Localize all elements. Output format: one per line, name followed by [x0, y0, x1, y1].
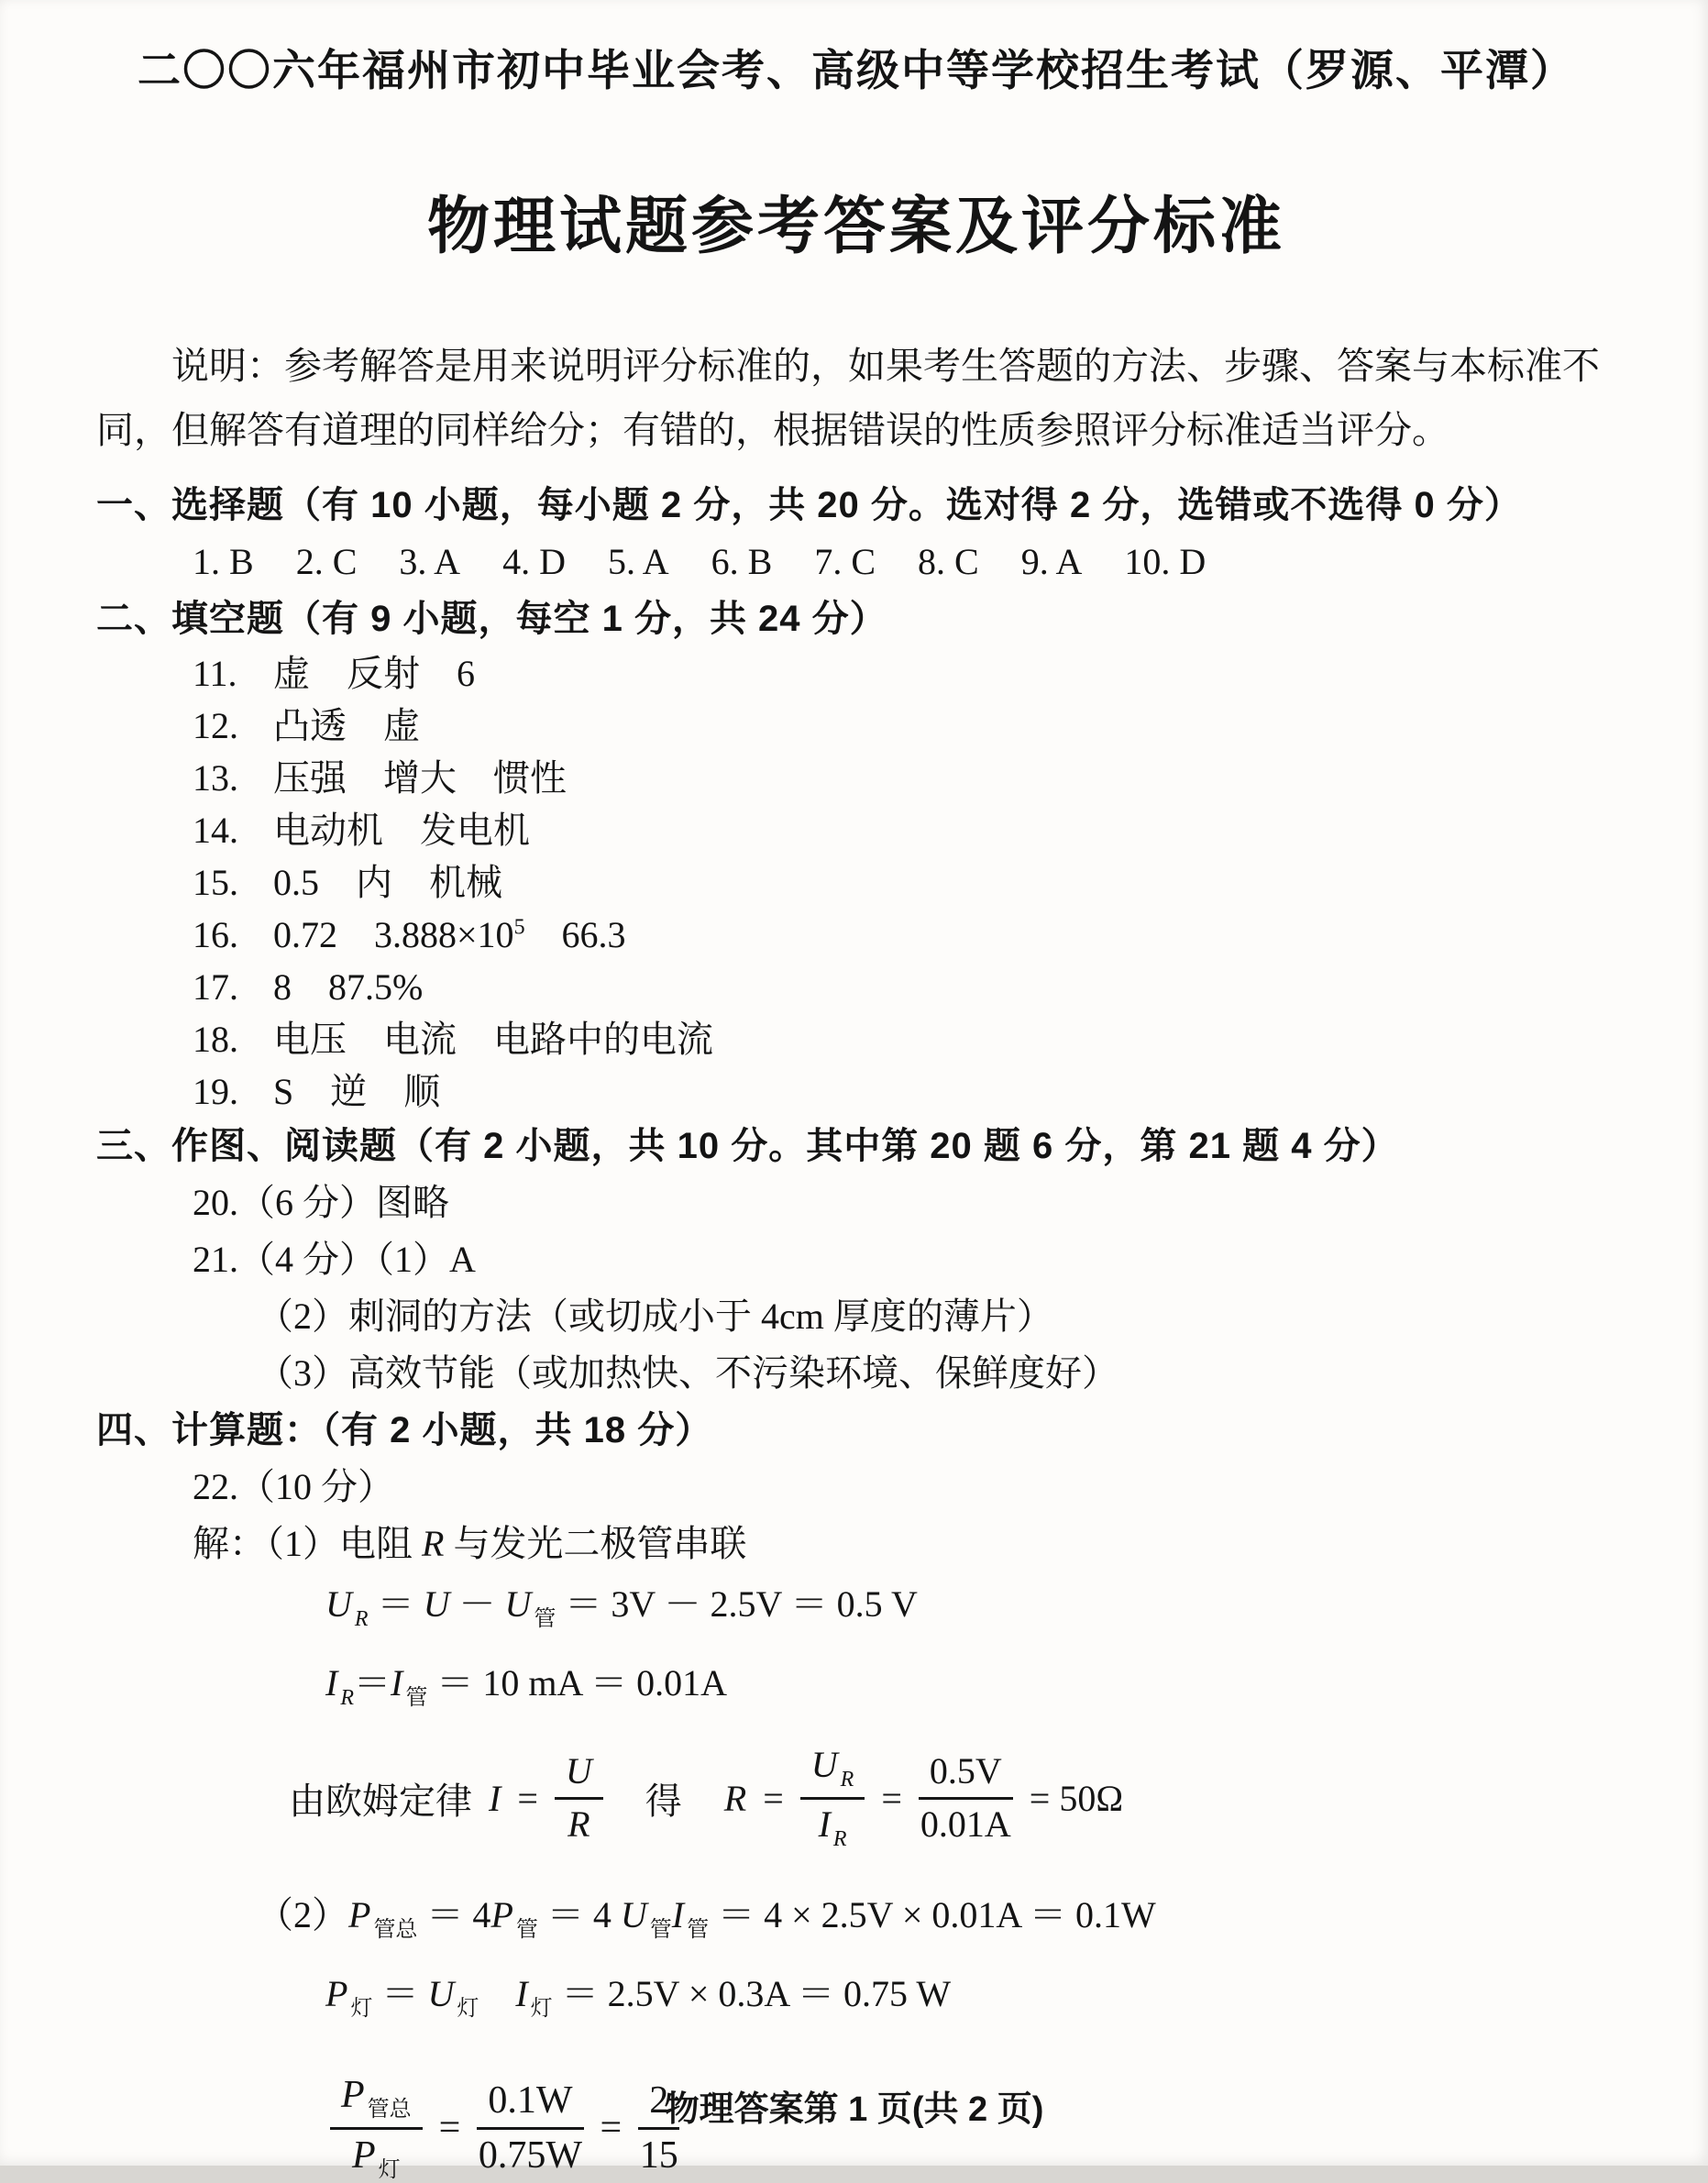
fraction-numerator: U	[555, 1751, 603, 1800]
note-line-1: 说明：参考解答是用来说明评分标准的，如果考生答题的方法、步骤、答案与本标准不	[171, 345, 1600, 387]
operator: ＝ 4	[546, 1893, 621, 1935]
item-22: 22.（10 分）	[193, 1466, 394, 1507]
operator: ＝	[368, 1583, 424, 1625]
item-21-sub-3: （3）高效节能（或加热快、不污染环境、保鲜度好）	[257, 1352, 1118, 1394]
fill-item-number: 11.	[193, 653, 237, 694]
fraction-denominator: R	[567, 1803, 590, 1845]
var-p: P	[352, 2133, 376, 2177]
derive-label: 得	[645, 1780, 682, 1822]
fraction-denominator	[352, 2130, 401, 2183]
sub-r: R	[832, 1826, 847, 1851]
fraction-numerator: 0.1W	[477, 2079, 583, 2130]
var-p: P	[348, 1893, 371, 1935]
sub-tube: 管	[515, 1917, 538, 1942]
var-r: R	[723, 1777, 747, 1819]
fill-item-number: 13.	[193, 757, 238, 799]
page-footer: 物理答案第 1 页(共 2 页)	[664, 2090, 1044, 2129]
fill-item-number: 19.	[193, 1071, 238, 1112]
equals-sign: =	[881, 1777, 902, 1819]
choice-answer-2: 2. C	[295, 541, 358, 582]
fill-item-answer: S 逆 顺	[273, 1071, 441, 1112]
equals-sign: =	[517, 1777, 538, 1819]
fill-item-number: 17.	[193, 966, 238, 1008]
equation-values: ＝ 2.5V × 0.3A ＝ 0.75 W	[561, 1972, 952, 2014]
choice-answer-5: 5. A	[607, 541, 669, 582]
fill-item-answer: 压强 增大 惯性	[273, 757, 567, 799]
sub-r: R	[340, 1686, 354, 1710]
fraction-denominator: 0.01A	[920, 1803, 1011, 1845]
fill-item-13	[193, 752, 1616, 804]
var-i: I	[818, 1803, 831, 1845]
fraction-ur-over-ir	[800, 1745, 865, 1852]
ohm-law-label: 由欧姆定律	[289, 1780, 472, 1822]
fill-item-answer: 电动机 发电机	[273, 810, 530, 851]
note-line-2: 同，但解答有道理的同样给分；有错的，根据错误的性质参照评分标准适当评分。	[96, 409, 1449, 451]
exponent: 5	[513, 915, 525, 940]
fill-item-answer: 虚 反射 6	[273, 653, 475, 694]
fraction-numerator	[800, 1745, 865, 1800]
var-u: U	[810, 1744, 838, 1785]
equation-ohm-law	[289, 1745, 1616, 1852]
item-21-sub-2: （2）刺洞的方法（或切成小于 4cm 厚度的薄片）	[257, 1295, 1053, 1337]
var-u: U	[423, 1583, 450, 1625]
fraction-numerator: 0.5V	[919, 1751, 1013, 1800]
fill-item-number: 15.	[193, 862, 238, 903]
item-20: 20.（6 分）图略	[193, 1182, 449, 1223]
var-i: I	[325, 1662, 338, 1703]
part-2-label: （2）	[257, 1893, 348, 1935]
choice-answer-7: 7. C	[814, 541, 876, 582]
equation-values: ＝ 10 mA ＝ 0.01A	[427, 1662, 728, 1703]
fill-item-number: 14.	[193, 810, 238, 851]
section-1-heading: 一、选择题（有 10 小题，每小题 2 分，共 20 分。选对得 2 分，选错或不选得 0 分）	[96, 485, 1522, 525]
var-i: I	[671, 1893, 685, 1935]
sub-tube-total: 管总	[373, 1917, 418, 1942]
fill-item-11	[193, 647, 1616, 700]
var-u: U	[427, 1972, 455, 2014]
var-u: U	[620, 1893, 647, 1935]
fill-item-answer: 8 87.5%	[273, 966, 424, 1008]
fill-item-answer	[273, 914, 626, 955]
sub-lamp: 灯	[378, 2157, 401, 2182]
choice-answer-10: 10. D	[1124, 541, 1207, 582]
doc-header: 二〇〇六年福州市初中毕业会考、高级中等学校招生考试（罗源、平潭）	[138, 46, 1575, 94]
fill-item-12	[193, 700, 1616, 752]
solution-intro-post: 与发光二极管串联	[444, 1523, 747, 1564]
section-3-heading: 三、作图、阅读题（有 2 小题，共 10 分。其中第 20 题 6 分，第 21 题 4 分）	[96, 1126, 1399, 1166]
equation-values: ＝ 4 × 2.5V × 0.01A ＝ 0.1W	[718, 1893, 1156, 1935]
operator: －	[449, 1583, 505, 1625]
var-p: P	[325, 1972, 348, 2014]
var-i: I	[515, 1972, 528, 2014]
var-u: U	[325, 1583, 352, 1625]
choice-answer-1: 1. B	[193, 541, 254, 582]
sub-tube: 管	[687, 1917, 710, 1942]
fraction-numerator: 2	[638, 2079, 679, 2130]
fill-item-14	[193, 804, 1616, 856]
fill-item-number: 12.	[193, 705, 238, 746]
fill-item-18	[193, 1013, 1616, 1065]
fill-item-answer-post: 66.3	[524, 914, 626, 955]
equation-ur	[325, 1572, 1616, 1651]
equals-sign: =	[763, 1777, 784, 1819]
choice-answer-4: 4. D	[502, 541, 566, 582]
choice-answer-8: 8. C	[918, 541, 979, 582]
sub-lamp: 灯	[457, 1996, 479, 2021]
fill-item-answer: 凸透 虚	[273, 705, 420, 746]
choice-answer-9: 9. A	[1020, 541, 1083, 582]
section-2-heading: 二、填空题（有 9 小题，每空 1 分，共 24 分）	[96, 599, 887, 639]
sub-r: R	[840, 1768, 854, 1792]
item-21: 21.（4 分）（1）A	[193, 1239, 476, 1280]
var-u: U	[504, 1583, 532, 1625]
var-i: I	[391, 1662, 403, 1703]
operator: ＝	[381, 1972, 419, 2014]
equation-p-total	[257, 1883, 1616, 1962]
equals-sign: =	[438, 2107, 461, 2150]
equals-sign: =	[600, 2107, 623, 2150]
fill-item-answer: 电压 电流 电路中的电流	[273, 1019, 713, 1060]
solution-intro	[193, 1516, 1616, 1572]
fill-item-number: 18.	[193, 1019, 238, 1060]
fill-item-17	[193, 961, 1616, 1013]
sub-lamp: 灯	[350, 1996, 373, 2021]
fill-item-answer: 0.5 内 机械	[273, 862, 502, 903]
equation-p-lamp	[325, 1962, 1616, 2041]
sub-lamp: 灯	[530, 1996, 553, 2021]
var-p: P	[490, 1893, 513, 1935]
grading-note	[96, 334, 1616, 462]
fraction-u-over-r	[555, 1751, 603, 1846]
equation-result: = 50Ω	[1029, 1777, 1124, 1819]
sub-r: R	[354, 1607, 369, 1631]
sub-tube: 管	[534, 1607, 556, 1631]
choice-answers-row	[193, 534, 1616, 590]
page-title: 物理试题参考答案及评分标准	[426, 192, 1285, 261]
sub-tube-total: 管总	[367, 2097, 412, 2122]
fraction-denominator: 0.75W	[478, 2133, 582, 2177]
fill-item-15	[193, 856, 1616, 909]
fraction-denominator: 15	[639, 2133, 678, 2177]
sub-tube: 管	[649, 1917, 672, 1942]
operator: ＝ 4	[426, 1893, 491, 1935]
solution-intro-pre: 解：（1）电阻	[193, 1523, 422, 1564]
choice-answer-6: 6. B	[711, 541, 773, 582]
fraction-values	[919, 1751, 1013, 1846]
fill-item-16	[193, 909, 1616, 961]
fill-item-number: 16.	[193, 914, 238, 955]
operator: ＝	[354, 1662, 391, 1703]
var-p: P	[341, 2073, 365, 2116]
choice-answer-3: 3. A	[399, 541, 461, 582]
fill-item-19	[193, 1065, 1616, 1118]
equation-values: ＝ 3V － 2.5V ＝ 0.5 V	[556, 1583, 918, 1625]
fill-item-answer-pre: 0.72 3.888×10	[273, 914, 514, 955]
var-i: I	[489, 1777, 501, 1819]
sub-tube: 管	[405, 1686, 428, 1710]
equation-ir	[325, 1651, 1616, 1730]
variable-r: R	[422, 1523, 445, 1564]
fraction-denominator	[819, 1800, 847, 1852]
section-4-heading: 四、计算题：（有 2 小题，共 18 分）	[96, 1410, 713, 1450]
